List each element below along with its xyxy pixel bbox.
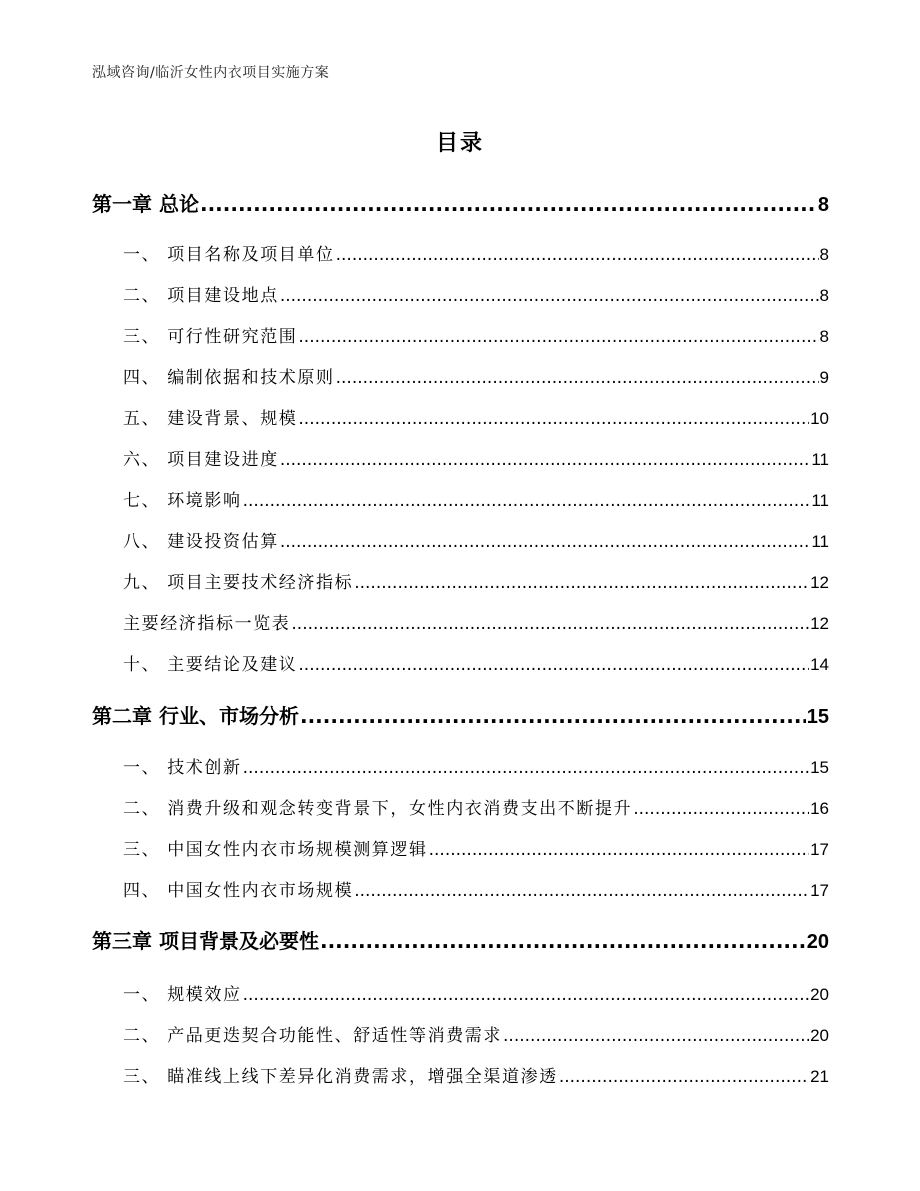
toc-entry-page: 20 bbox=[806, 931, 829, 953]
toc-entry-section[interactable] bbox=[123, 363, 829, 388]
toc-entry-label: 第三章 项目背景及必要性 bbox=[92, 929, 319, 953]
toc-title: 目录 bbox=[435, 131, 484, 156]
toc-entry-page: 16 bbox=[810, 799, 829, 818]
running-header: 泓域咨询/临沂女性内衣项目实施方案 bbox=[92, 65, 330, 81]
dot-leader bbox=[298, 409, 809, 429]
dot-leader bbox=[280, 532, 811, 552]
toc-entry-section[interactable] bbox=[123, 835, 829, 860]
toc-entry-page: 15 bbox=[810, 758, 829, 777]
dot-leader bbox=[336, 245, 819, 265]
toc-entry-label: 十、 主要结论及建议 bbox=[123, 655, 298, 675]
toc-entry-page: 17 bbox=[810, 840, 829, 859]
toc-entry-label: 一、 规模效应 bbox=[123, 985, 242, 1005]
dot-leader bbox=[291, 614, 809, 634]
dot-leader bbox=[243, 491, 811, 511]
toc-entry-label: 二、 产品更迭契合功能性、舒适性等消费需求 bbox=[123, 1026, 503, 1046]
toc-entry-label: 二、 消费升级和观念转变背景下，女性内衣消费支出不断提升 bbox=[123, 799, 633, 819]
dot-leader bbox=[336, 368, 819, 388]
toc-entry-section[interactable] bbox=[123, 568, 829, 593]
dot-leader bbox=[200, 192, 817, 216]
toc-entry-page: 8 bbox=[817, 194, 829, 216]
toc-entry-label: 七、 环境影响 bbox=[123, 491, 242, 511]
dot-leader bbox=[243, 985, 809, 1005]
toc-entry-page: 15 bbox=[806, 706, 829, 728]
toc-entry-chapter-2[interactable] bbox=[92, 700, 829, 729]
dot-leader bbox=[320, 929, 806, 953]
dot-leader bbox=[559, 1067, 809, 1087]
toc-entry-label: 八、 建设投资估算 bbox=[123, 532, 279, 552]
toc-entry-page: 11 bbox=[811, 491, 829, 510]
toc-entry-page: 9 bbox=[819, 368, 829, 387]
toc-entry-page: 21 bbox=[810, 1067, 829, 1086]
toc-entry-page: 12 bbox=[810, 614, 829, 633]
toc-entry-section[interactable] bbox=[123, 445, 829, 470]
toc-entry-section[interactable] bbox=[123, 1062, 829, 1087]
toc-entry-label: 三、 可行性研究范围 bbox=[123, 327, 298, 347]
toc-entry-page: 12 bbox=[810, 573, 829, 592]
toc-entry-label: 第一章 总论 bbox=[92, 192, 199, 216]
toc-entry-section[interactable] bbox=[123, 240, 829, 265]
toc-entry-label: 五、 建设背景、规模 bbox=[123, 409, 298, 429]
dot-leader bbox=[354, 573, 809, 593]
dot-leader bbox=[633, 799, 809, 819]
toc-entry-section[interactable] bbox=[123, 753, 829, 778]
toc-entry-label: 四、 编制依据和技术原则 bbox=[123, 368, 335, 388]
toc-entry-section[interactable] bbox=[123, 794, 829, 819]
toc-entry-page: 8 bbox=[819, 327, 829, 346]
toc-entry-section[interactable] bbox=[123, 609, 829, 634]
toc-entry-label: 一、 技术创新 bbox=[123, 758, 242, 778]
toc-entry-page: 11 bbox=[811, 532, 829, 551]
dot-leader bbox=[280, 450, 811, 470]
toc-entry-label: 一、 项目名称及项目单位 bbox=[123, 245, 335, 265]
toc-entry-page: 14 bbox=[810, 655, 829, 674]
toc-entry-page: 20 bbox=[810, 985, 829, 1004]
dot-leader bbox=[354, 881, 809, 901]
toc-entry-section[interactable] bbox=[123, 980, 829, 1005]
toc-entry-section[interactable] bbox=[123, 322, 829, 347]
toc-entry-label: 三、 瞄准线上线下差异化消费需求，增强全渠道渗透 bbox=[123, 1067, 558, 1087]
toc-entry-section[interactable] bbox=[123, 281, 829, 306]
dot-leader bbox=[243, 758, 809, 778]
dot-leader bbox=[429, 840, 809, 860]
toc-entry-label: 主要经济指标一览表 bbox=[123, 614, 291, 634]
dot-leader bbox=[300, 704, 806, 728]
dot-leader bbox=[298, 327, 818, 347]
toc-entry-section[interactable] bbox=[123, 527, 829, 552]
toc-entry-section[interactable] bbox=[123, 1021, 829, 1046]
toc-entry-label: 第二章 行业、市场分析 bbox=[92, 704, 299, 728]
toc-entry-chapter-1[interactable] bbox=[92, 188, 829, 217]
toc-entry-label: 三、 中国女性内衣市场规模测算逻辑 bbox=[123, 840, 428, 860]
toc-entry-page: 8 bbox=[819, 286, 829, 305]
dot-leader bbox=[503, 1026, 809, 1046]
toc-entry-page: 11 bbox=[811, 450, 829, 469]
toc-entry-section[interactable] bbox=[123, 876, 829, 901]
toc-entry-page: 17 bbox=[810, 881, 829, 900]
dot-leader bbox=[298, 655, 809, 675]
toc-entry-page: 20 bbox=[810, 1026, 829, 1045]
dot-leader bbox=[280, 286, 819, 306]
toc-entry-page: 10 bbox=[810, 409, 829, 428]
toc-entry-section[interactable] bbox=[123, 650, 829, 675]
toc-entry-section[interactable] bbox=[123, 404, 829, 429]
toc-entry-label: 六、 项目建设进度 bbox=[123, 450, 279, 470]
toc-entry-page: 8 bbox=[819, 245, 829, 264]
toc-entry-label: 四、 中国女性内衣市场规模 bbox=[123, 881, 354, 901]
toc-entry-chapter-3[interactable] bbox=[92, 925, 829, 954]
toc-entry-section[interactable] bbox=[123, 486, 829, 511]
toc-entry-label: 二、 项目建设地点 bbox=[123, 286, 279, 306]
toc-entry-label: 九、 项目主要技术经济指标 bbox=[123, 573, 354, 593]
